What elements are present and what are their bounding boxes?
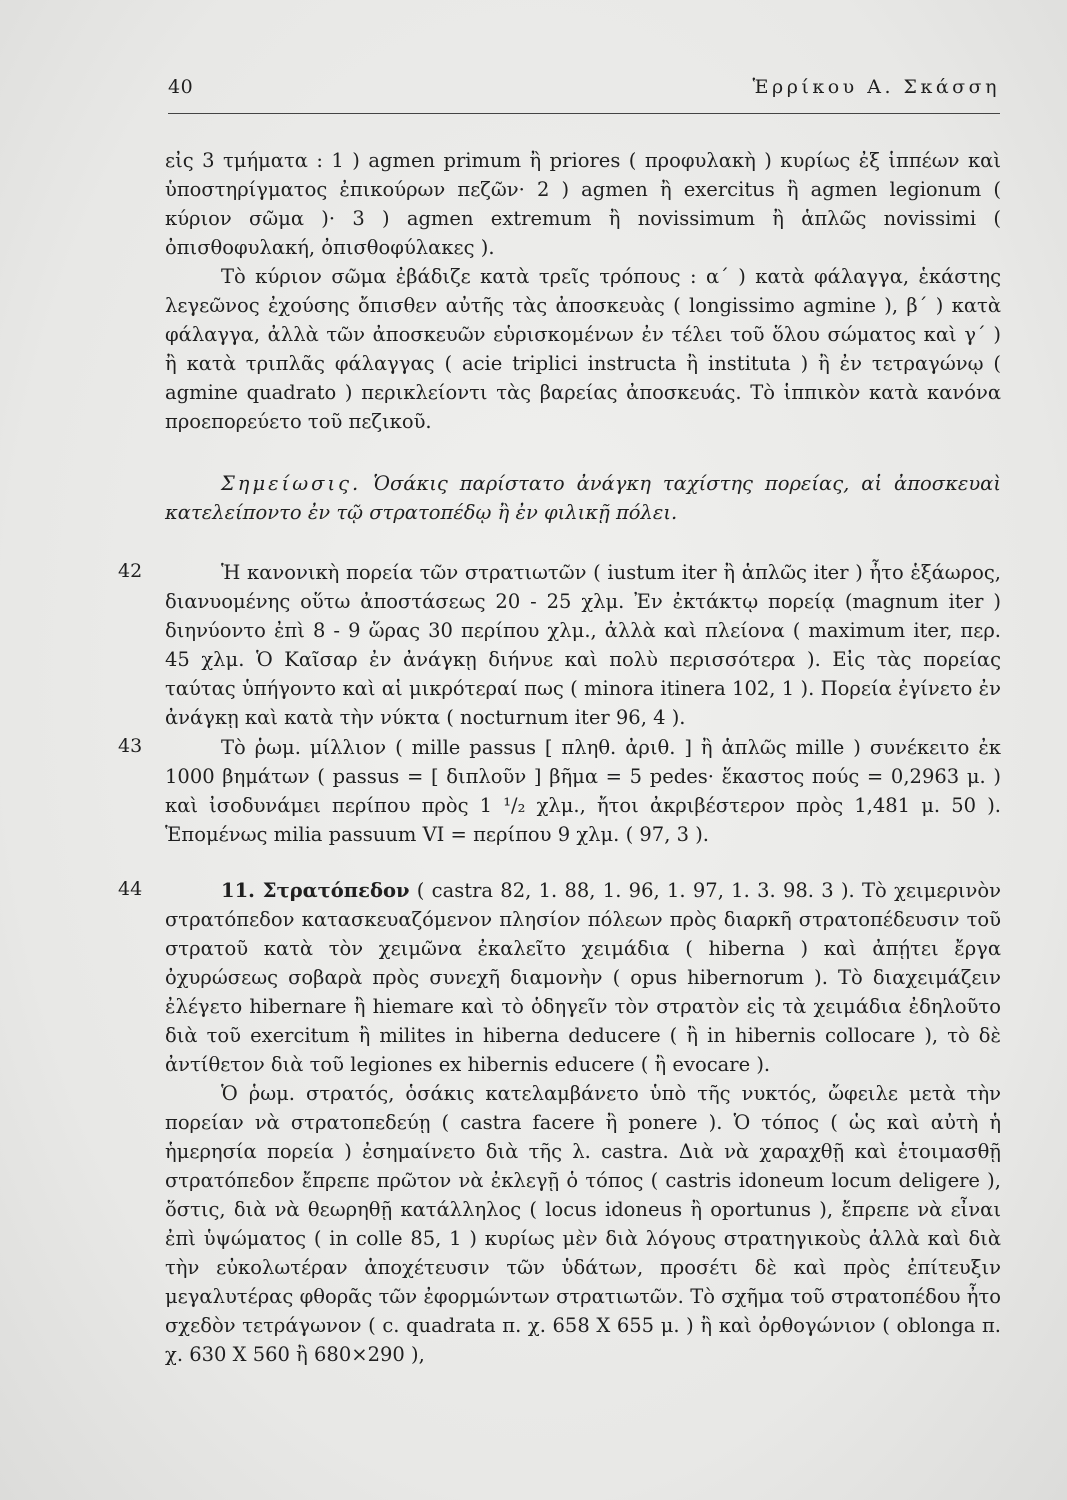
intro-paragraph-2: Τὸ κύριον σῶμα ἐβάδιζε κατὰ τρεῖς τρόπους : α΄ ) κατὰ φάλαγγα, ἑκάστης λεγεῶνος ἐχούσης ὄπισθεν αὐτῆς τὰς ἀποσκευὰς ( longissimo agmine ), β΄ ) κατὰ φάλαγγα, ἀλλὰ τῶν ἀποσκευῶν εὑρισκομένων ἐν τέλει τοῦ ὅλου σώματος καὶ γ΄ ) ἢ κατὰ τριπλᾶς φάλαγγας ( acie triplici instructa ἢ instituta ) ἢ ἐν τετραγώνῳ ( agmine quadrato ) περικλείοντι τὰς βαρείας ἀποσκευάς. Τὸ ἱππικὸν κατὰ κανόνα προεπορεύετο τοῦ πεζικοῦ. [165, 265, 1001, 433]
section-44-heading: 11. Στρατόπεδον [221, 879, 410, 902]
note-text: Ὁσάκις παρίστατο ἀνάγκη ταχίστης πορείας, αἱ ἀποσκευαὶ κατελείποντο ἐν τῷ στρατοπέδῳ ἢ ἐν φιλικῇ πόλει. [165, 472, 1001, 524]
page-header [168, 76, 1000, 106]
section-42-text: Ἡ κανονικὴ πορεία τῶν στρατιωτῶν ( iustum iter ἢ ἁπλῶς iter ) ἦτο ἑξάωρος, διανυομένης οὕτω ἀποστάσεως 20 - 25 χλμ. Ἐν ἐκτάκτῳ πορείᾳ (magnum iter ) διηνύοντο ἐπὶ 8 - 9 ὥρας 30 περίπου χλμ., ἀλλὰ καὶ πλείονα ( maximum iter, περ. 45 χλμ. Ὁ Καῖσαρ ἐν ἀνάγκῃ διήνυε καὶ πολὺ περισσότερα ). Εἰς τὰς πορείας ταύτας ὑπήγοντο καὶ αἱ μικρότεραί πως ( minora itinera 102, 1 ). Πορεία ἐγίνετο ἐν ἀνάγκῃ καὶ κατὰ τὴν νύκτα ( nocturnum iter 96, 4 ). [165, 561, 1001, 729]
running-head: Ἑρρίκου Α. Σκάσση [752, 76, 1000, 98]
intro-paragraph-1: εἰς 3 τμήματα : 1 ) agmen primum ἢ priores ( προφυλακὴ ) κυρίως ἐξ ἱππέων καὶ ὑποστηρίγματος ἐπικούρων πεζῶν· 2 ) agmen ἢ exercitus ἢ agmen legionum ( κύριον σῶμα )· 3 ) agmen extremum ἢ novissimum ἢ ἁπλῶς novissimi ( ὀπισθοφυλακή, ὀπισθοφύλακες ). [165, 149, 1001, 259]
section-42 [165, 558, 1001, 732]
section-44 [165, 876, 1001, 1369]
header-rule [168, 113, 1000, 114]
section-43 [165, 733, 1001, 849]
section-44-paragraph-2: Ὁ ῥωμ. στρατός, ὁσάκις κατελαμβάνετο ὑπὸ τῆς νυκτός, ὤφειλε μετὰ τὴν πορείαν νὰ στρατοπεδεύῃ ( castra facere ἢ ponere ). Ὁ τόπος ( ὡς καὶ αὐτὴ ἡ ἡμερησία πορεία ) ἐσημαίνετο διὰ τῆς λ. castra. Διὰ νὰ χαραχθῇ καὶ ἑτοιμασθῇ στρατόπεδον ἔπρεπε πρῶτον νὰ ἐκλεγῇ ὁ τόπος ( castris idoneum locum deligere ), ὅστις, διὰ νὰ θεωρηθῇ κατάλληλος ( locus idoneus ἢ oportunus ), ἔπρεπε νὰ εἶναι ἐπὶ ὑψώματος ( in colle 85, 1 ) κυρίως μὲν διὰ λόγους στρατηγικοὺς ἀλλὰ καὶ διὰ τὴν εὐκολωτέραν ἀποχέτευσιν τῶν ὑδάτων, προσέτι δὲ καὶ πρὸς ἐπίτευξιν μεγαλυτέρας φθορᾶς τῶν ἐφορμώντων στρατιωτῶν. Τὸ σχῆμα τοῦ στρατοπέδου ἦτο σχεδὸν τετράγωνον ( c. quadrata π. χ. 658 X 655 μ. ) ἢ καὶ ὀρθογώνιον ( oblonga π. χ. 630 X 560 ἢ 680×290 ), [165, 1082, 1001, 1366]
note-label: Σημείωσις. [221, 472, 362, 495]
page-number: 40 [168, 76, 194, 98]
margin-number-43: 43 [118, 735, 143, 757]
note-block [165, 469, 1001, 527]
section-44-paragraph-1: ( castra 82, 1. 88, 1. 96, 1. 97, 1. 3. 98. 3 ). Τὸ χειμερινὸν στρατόπεδον κατασκευαζόμενον πλησίον πόλεων πρὸς διαρκῆ στρατοπέδευσιν τοῦ στρατοῦ κατὰ τὸν χειμῶνα ἐκαλεῖτο χειμάδια ( hiberna ) καὶ ἀπῄτει ἔργα ὀχυρώσεως σοβαρὰ πρὸς συνεχῆ διαμονὴν ( opus hibernorum ). Τὸ διαχειμάζειν ἐλέγετο hibernare ἢ hiemare καὶ τὸ ὁδηγεῖν τὸν στρατὸν εἰς τὰ χειμάδια ἐδηλοῦτο διὰ τοῦ exercitum ἢ milites in hiberna deducere ( ἢ in hibernis collocare ), τὸ δὲ ἀντίθετον διὰ τοῦ legiones ex hibernis educere ( ἢ evocare ). [165, 879, 1001, 1076]
section-intro [165, 146, 1001, 436]
margin-number-44: 44 [118, 878, 143, 900]
margin-number-42: 42 [118, 560, 143, 582]
section-43-text: Τὸ ῥωμ. μίλλιον ( mille passus [ πληθ. ἀριθ. ] ἢ ἁπλῶς mille ) συνέκειτο ἐκ 1000 βημάτων ( passus = [ διπλοῦν ] βῆμα = 5 pedes· ἕκαστος πούς = 0,2963 μ. ) καὶ ἰσοδυνάμει περίπου πρὸς 1 ¹/₂ χλμ., ἤτοι ἀκριβέστερον πρὸς 1,481 μ. 50 ). Ἑπομένως milia passuum VI = περίπου 9 χλμ. ( 97, 3 ). [165, 736, 1001, 846]
